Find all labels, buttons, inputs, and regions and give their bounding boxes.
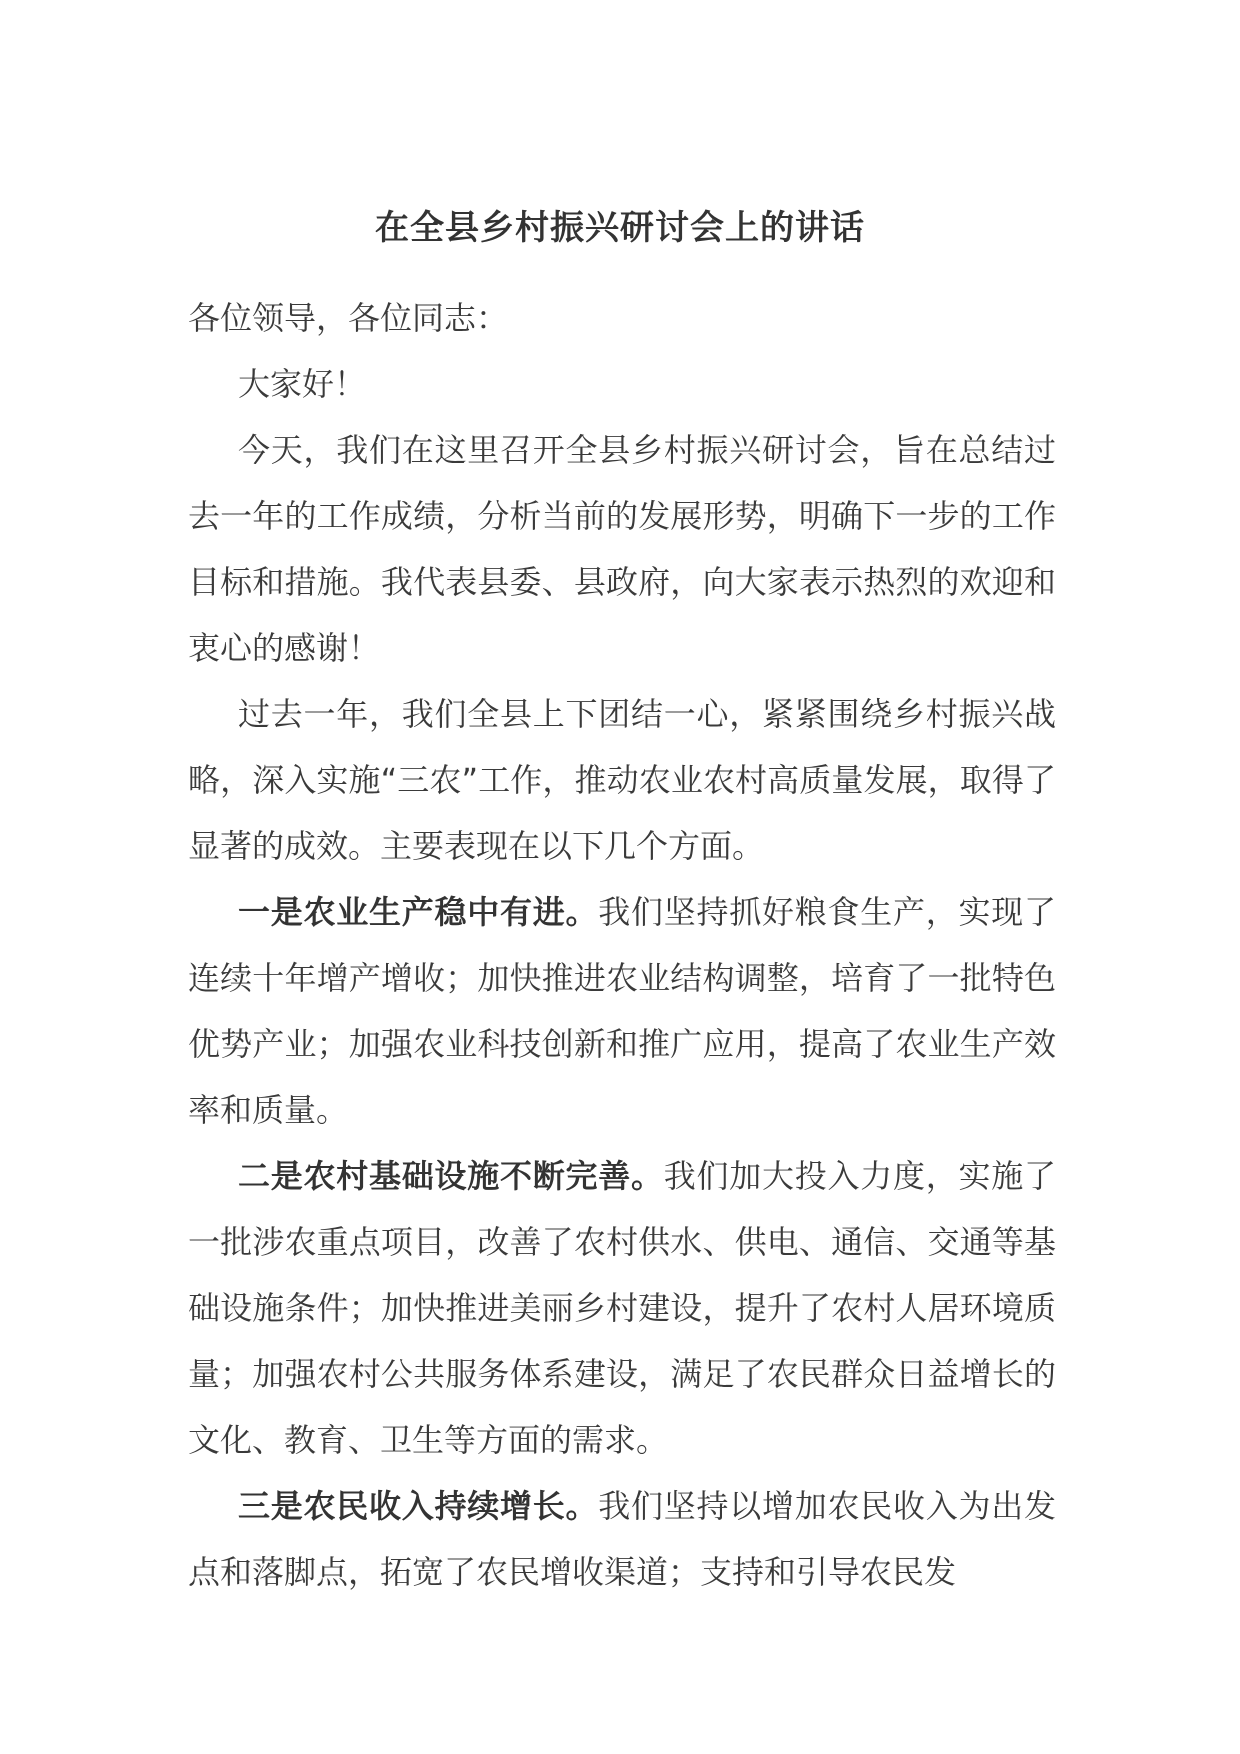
paragraph-section-3 <box>188 1473 1056 1605</box>
document-title: 在全县乡村振兴研讨会上的讲话 <box>375 208 865 248</box>
section-3-text: 我们坚持以增加农民收入为出发点和落脚点，拓宽了农民增收渠道；支持和引导农民发 <box>188 1487 1056 1591</box>
document-body <box>188 285 1056 1605</box>
section-1-text: 我们坚持抓好粮食生产，实现了连续十年增产增收；加快推进农业结构调整，培育了一批特色优势产业；加强农业科技创新和推广应用，提高了农业生产效率和质量。 <box>188 893 1056 1129</box>
paragraph-section-2 <box>188 1143 1056 1473</box>
salutation: 各位领导，各位同志： <box>188 299 509 337</box>
paragraph-section-1 <box>188 879 1056 1143</box>
paragraph-review: 过去一年，我们全县上下团结一心，紧紧围绕乡村振兴战略，深入实施“三农”工作，推动农业农村高质量发展，取得了显著的成效。主要表现在以下几个方面。 <box>188 695 1056 865</box>
section-2-lead: 二是农村基础设施不断完善。 <box>238 1157 664 1195</box>
greeting: 大家好！ <box>238 365 367 403</box>
section-3-lead: 三是农民收入持续增长。 <box>238 1487 599 1525</box>
section-1-lead: 一是农业生产稳中有进。 <box>238 893 599 931</box>
section-2-text: 我们加大投入力度，实施了一批涉农重点项目，改善了农村供水、供电、通信、交通等基础设施条件；加快推进美丽乡村建设，提升了农村人居环境质量；加强农村公共服务体系建设，满足了农民群众日益增长的文化、教育、卫生等方面的需求。 <box>188 1157 1056 1459</box>
paragraph-intro: 今天，我们在这里召开全县乡村振兴研讨会，旨在总结过去一年的工作成绩，分析当前的发展形势，明确下一步的工作目标和措施。我代表县委、县政府，向大家表示热烈的欢迎和衷心的感谢！ <box>188 431 1056 667</box>
